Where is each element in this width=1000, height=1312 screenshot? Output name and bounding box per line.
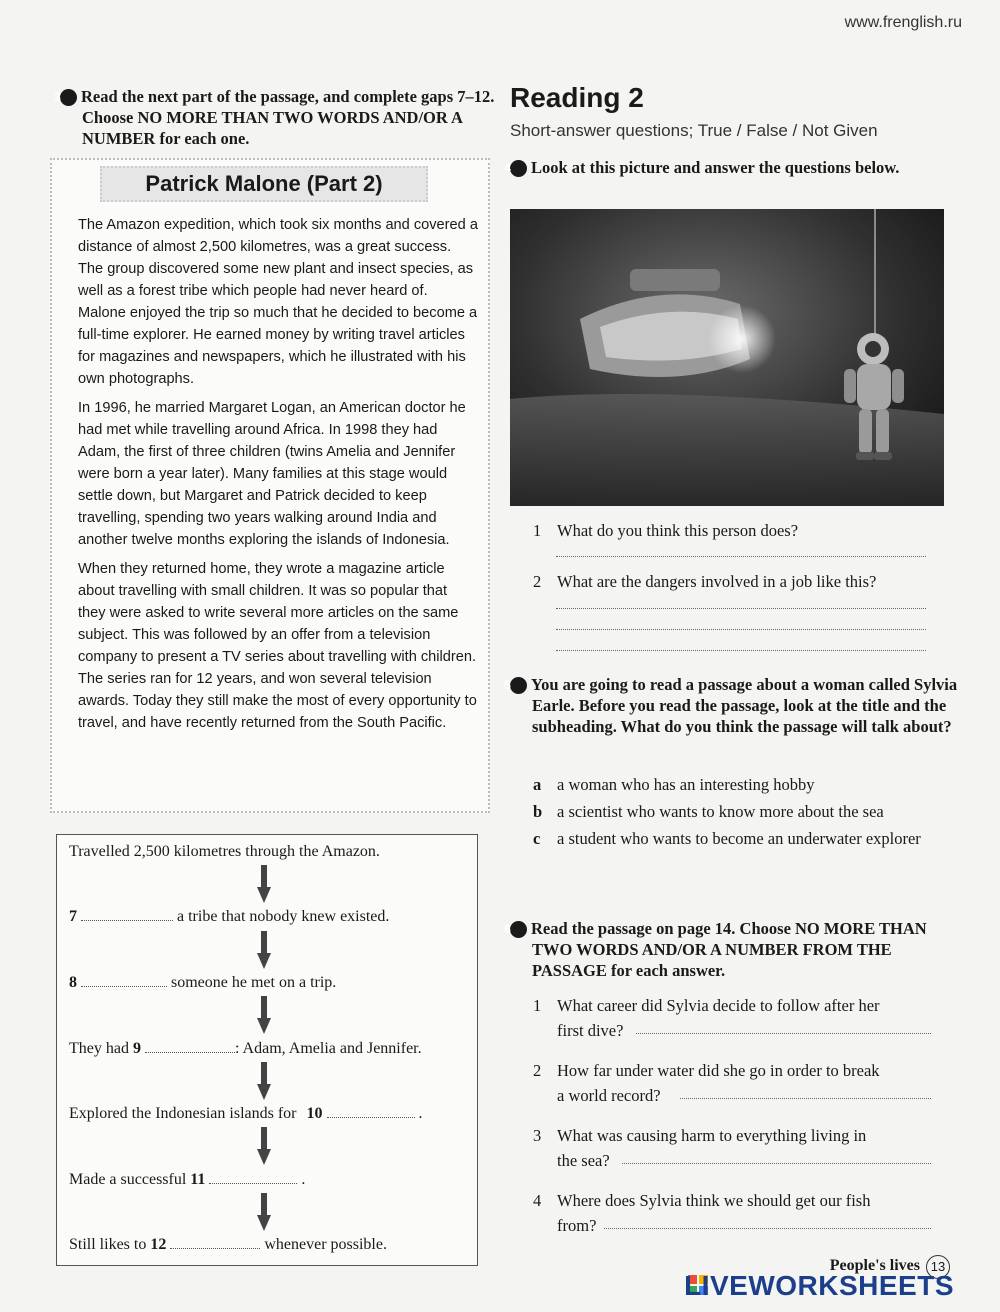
gap-9-prefix: They had: [69, 1040, 129, 1057]
exercise-4-text: Look at this picture and answer the questions below.: [531, 158, 900, 177]
underwater-diver-photo: [510, 209, 944, 506]
flow-gap-10: [69, 1105, 423, 1123]
ex6-question-4: 4 Where does Sylvia think we should get our fish from?: [533, 1191, 871, 1235]
exercise-5-instruction: [504, 674, 962, 737]
passage-paragraph-1: The Amazon expedition, which took six months and covered a distance of almost 2,500 kilometres, was a great success. The group discovered some new plant and insect species, as well as a forest tribe which people had never heard of. Malone enjoyed the trip so much that he decided to become a full-time explorer. He earned money by writing travel articles for magazines and newspapers, which he illustrated with his own photographs.: [78, 217, 478, 387]
ex6-answer-line-2[interactable]: [680, 1098, 931, 1099]
gap-8-text: someone he met on a trip.: [171, 974, 337, 991]
down-arrow-icon: [257, 1062, 271, 1100]
exercise-6-text: Read the passage on page 14. Choose NO MORE THAN TWO WORDS AND/OR A NUMBER FROM THE PASSAGE for each answer.: [531, 919, 927, 980]
gap-12-blank[interactable]: [170, 1236, 260, 1249]
exercise-4-instruction: [504, 157, 952, 178]
ex6-answer-line-4[interactable]: [604, 1228, 931, 1229]
gap-11-number: 11: [190, 1171, 206, 1188]
gap-12-number: 12: [150, 1236, 167, 1253]
gap-12-prefix: Still likes to: [69, 1236, 147, 1253]
ex6-answer-line-1[interactable]: [636, 1033, 931, 1034]
ex5-options: [533, 771, 943, 852]
flow-gap-12: [69, 1236, 387, 1254]
gap-10-suffix: .: [418, 1105, 423, 1122]
ex4-answer-line-2c[interactable]: [556, 650, 926, 651]
ex6-question-1: 1 What career did Sylvia decide to follow after her first dive?: [533, 996, 880, 1040]
ex5-option-c[interactable]: c a student who wants to become an underwater explorer: [533, 829, 921, 848]
down-arrow-icon: [257, 1127, 271, 1165]
gap-10-blank[interactable]: [327, 1105, 415, 1118]
gap-11-suffix: .: [301, 1171, 306, 1188]
gap-8-number: 8: [69, 974, 77, 991]
down-arrow-icon: [257, 1193, 271, 1231]
page-number: 13: [926, 1255, 950, 1279]
ex4-answer-line-2a[interactable]: [556, 608, 926, 609]
gap-12-text: whenever possible.: [264, 1236, 387, 1253]
ex5-option-b[interactable]: b a scientist who wants to know more about the sea: [533, 802, 884, 821]
gap-11-prefix: Made a successful: [69, 1171, 187, 1188]
gap-7-blank[interactable]: [81, 908, 173, 921]
passage-text: [78, 214, 478, 741]
gap-10-prefix: Explored the Indonesian islands for: [69, 1105, 297, 1122]
exercise-3-number: 3: [60, 89, 77, 106]
gap-9-text: : Adam, Amelia and Jennifer.: [234, 1040, 422, 1057]
ex5-option-a[interactable]: a a woman who has an interesting hobby: [533, 775, 815, 794]
passage-paragraph-3: When they returned home, they wrote a magazine article about travelling with small children. It was so popular that they were asked to write several more articles on the same subject. This was followed by an offer from a television company to present a TV series about travelling with children. The series ran for 12 years, and won several television awards. Today they still make the most of every opportunity to travel, and have recently returned from the South Pacific.: [78, 561, 477, 731]
exercise-6-instruction: [504, 918, 962, 981]
gap-10-number: 10: [306, 1105, 323, 1122]
exercise-3-text: Read the next part of the passage, and complete gaps 7–12. Choose NO MORE THAN TWO WORDS AND/OR A NUMBER for each one.: [81, 87, 495, 148]
liveworksheets-brand: LIVEWORKSHEETS: [684, 1270, 954, 1301]
down-arrow-icon: [257, 996, 271, 1034]
gap-fill-flowchart: [56, 834, 478, 1266]
exercise-5-number: 5: [510, 677, 527, 694]
gap-9-number: 9: [132, 1040, 141, 1057]
gap-9-blank[interactable]: [145, 1040, 235, 1053]
gap-7-number: 7: [69, 908, 77, 925]
exercise-5-text: You are going to read a passage about a woman called Sylvia Earle. Before you read the passage, look at the title and the subheading. What do you think the passage will talk about?: [531, 675, 958, 736]
exercise-6-number: 6: [510, 921, 527, 938]
flow-start: Travelled 2,500 kilometres through the Amazon.: [69, 843, 380, 860]
flow-gap-11: [69, 1171, 305, 1189]
section-title: Reading 2: [510, 82, 644, 113]
ex6-answer-line-3[interactable]: [622, 1163, 931, 1164]
gap-7-text: a tribe that nobody knew existed.: [177, 908, 390, 925]
flow-gap-7: [69, 908, 389, 926]
ex4-question-1: 1 What do you think this person does?: [533, 521, 799, 540]
exercise-4-number: 4: [510, 160, 527, 177]
site-url: www.frenglish.ru: [844, 14, 962, 31]
ex4-question-2: 2 What are the dangers involved in a job like this?: [533, 572, 877, 591]
ex4-answer-line-2b[interactable]: [556, 629, 926, 630]
footer-section: People's lives: [829, 1257, 920, 1274]
section-subtitle: Short-answer questions; True / False / Not Given: [510, 121, 878, 140]
flow-gap-9: [69, 1040, 422, 1058]
down-arrow-icon: [257, 931, 271, 969]
down-arrow-icon: [257, 865, 271, 903]
exercise-3-instruction: [54, 86, 512, 149]
passage-paragraph-2: In 1996, he married Margaret Logan, an American doctor he had met while travelling around Africa. In 1998 they had Adam, the first of three children (twins Amelia and Jennifer were born a year later). Many families at this stage would settle down, but Margaret and Patrick decided to keep travelling, spending two years walking around India and another twelve months exploring the islands of Indonesia.: [78, 400, 466, 548]
ex4-answer-line-1[interactable]: [556, 556, 926, 557]
ex6-question-3: 3 What was causing harm to everything living in the sea?: [533, 1126, 867, 1170]
ex6-question-2: 2 How far under water did she go in order to break a world record?: [533, 1061, 880, 1105]
passage-title: Patrick Malone (Part 2): [100, 166, 428, 202]
gap-11-blank[interactable]: [209, 1171, 297, 1184]
flow-gap-8: [69, 974, 336, 992]
gap-8-blank[interactable]: [81, 974, 167, 987]
